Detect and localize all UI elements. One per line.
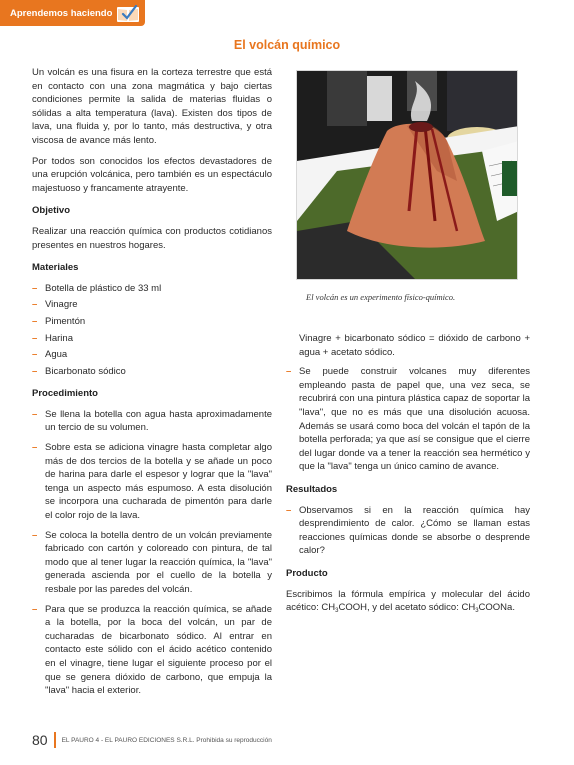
left-column (32, 66, 272, 704)
list-item: – Sobre esta se adiciona vinagre hasta completar algo más de dos tercios de la botella y se añade un poco de harina para darle el espesor y lograr que la "lava" tenga un aspecto más espumoso. A esta disolución se incorpora una cucharada de pimentón para darle el color rojo de la lava. (32, 441, 272, 523)
list-item: – Agua (32, 348, 272, 362)
producto-heading: Producto (286, 567, 328, 579)
list-item: – Bicarbonato sódico (32, 365, 272, 379)
list-item: – Se llena la botella con agua hasta aproximadamente un tercio de su volumen. (32, 408, 272, 435)
list-item: – Botella de plástico de 33 ml (32, 282, 272, 296)
procedimiento-list (32, 408, 272, 698)
extra-step-list (286, 365, 530, 474)
page-footer (32, 732, 272, 748)
volcano-photo (296, 70, 518, 280)
objetivo-heading: Objetivo (32, 205, 71, 217)
subscript: 3 (475, 608, 479, 615)
section-tab (0, 0, 145, 26)
producto-text-c: COONa. (478, 602, 515, 614)
materiales-heading: Materiales (32, 262, 79, 274)
producto-text-b: COOH, y del acetato sódico: CH (338, 602, 476, 614)
footer-text: EL PAURO 4 - EL PAURO EDICIONES S.R.L. Prohibida su reproducción (61, 736, 272, 744)
list-item: – Se coloca la botella dentro de un volcán previamente fabricado con cartón y coloreado con pintura, de tal modo que al tener lugar la reacción química, la "lava" generada ascienda por el cuello de la botella y resbale por las paredes del volcán. (32, 529, 272, 597)
page-number: 80 (32, 732, 48, 748)
resultados-list (286, 504, 530, 558)
list-item: – Para que se produzca la reacción química, se añade a la botella, por la boca del volcán, un par de cucharadas de bicarbonato sódico. Al entrar en contacto este sólido con el ácido acético contenido en el vinagre, tiene lugar el siguiente proceso por el que se genera dióxido de carbono, que empuja la "lava" hacia el exterior. (32, 603, 272, 698)
photo-caption: El volcán es un experimento físico-químico. (306, 292, 456, 302)
reaction-equation: Vinagre + bicarbonato sódico = dióxido de carbono + agua + acetato sódico. (299, 333, 530, 358)
list-item: – Observamos si en la reacción química hay desprendimiento de calor. ¿Cómo se llaman estas reacciones químicas donde se absorbe o desprende calor? (286, 504, 530, 558)
resultados-heading: Resultados (286, 483, 338, 495)
intro-paragraph-1: Un volcán es una fisura en la corteza terrestre que está en contacto con una zona magmática y bajo ciertas condiciones permite la salida de materias fluidas o sólidas a alta temperatura (lava). Existen dos tipos de lava, una fluida y, por lo tanto, más destructiva, y otra viscosa de avance más lento. (32, 67, 272, 146)
producto-text-a: Escribimos la fórmula empírica y molecular del ácido acético: CH (286, 588, 530, 614)
intro-paragraph-2: Por todos son conocidos los efectos devastadores de una erupción volcánica, pero también es un espectáculo majestuoso y francamente atrayente. (32, 155, 272, 194)
section-tab-label: Aprendemos haciendo (10, 7, 113, 19)
objetivo-text: Realizar una reacción química con productos cotidianos presentes en nuestros hogares. (32, 225, 272, 251)
footer-divider (54, 732, 56, 748)
open-book-check-icon (116, 3, 140, 23)
list-item: – Vinagre (32, 298, 272, 312)
procedimiento-heading: Procedimiento (32, 388, 98, 400)
materiales-list (32, 282, 272, 379)
page-title: El volcán químico (233, 38, 341, 52)
list-item: – Harina (32, 332, 272, 346)
list-item: – Pimentón (32, 315, 272, 329)
list-item: – Se puede construir volcanes muy diferentes empleando pasta de papel que, una vez seca, se recubrirá con una pintura plástica capaz de soportar la "lava", que no es más que una disolución acuosa. Además se usará como boca del volcán el tapón de la botella perforada; ya que así se consigue que el cierre del lugar donde va a tener la reacción sea hermético y que la "lava" tenga un único camino de avance. (286, 365, 530, 474)
right-column (286, 332, 530, 626)
subscript: 3 (335, 608, 339, 615)
producto-text (286, 588, 530, 619)
